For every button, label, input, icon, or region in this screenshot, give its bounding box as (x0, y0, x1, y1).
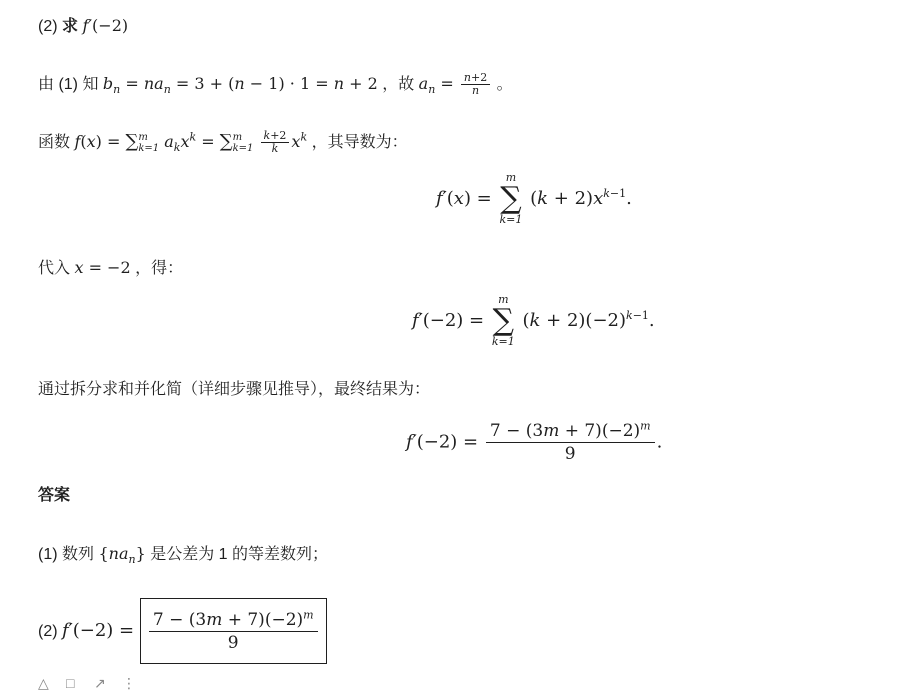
section-verb: 求 (62, 18, 79, 35)
formula-x-neg2: x = −2 (74, 258, 131, 277)
formula-f-prime-neg2: f′(−2) (82, 16, 129, 35)
display-f-neg2-sum: f′(−2) = m ∑ k=1 $(k + 2)(-2)^{k-1}$. (412, 293, 655, 348)
more-icon[interactable]: ⋮ (122, 675, 136, 691)
section-2-heading (38, 14, 128, 39)
formula-boxed-answer: f′(−2) = $\frac{7 - (3m + 7)(-2)^m}{9}$ (62, 620, 327, 641)
line-bn-derivation: 由 (1) 知 $b_n = na_n = 3 + (n - 1) \cdot 1 = n + 2$ ，故 $a_n$ = $\frac{n+2}{n}$ 。 (38, 71, 513, 97)
line-simplify: 通过拆分求和并化简（详细步骤见推导），最终结果为： (38, 381, 431, 398)
message-toolbar (38, 676, 136, 690)
thumbs-up-icon[interactable]: △ (38, 675, 49, 691)
display-final-result: f′(−2) = $\frac{7 - (3m + 7)(-2)^m}{9}$ . (406, 419, 663, 464)
copy-icon[interactable]: □ (66, 675, 75, 691)
line-substitute: 代入 x = −2 ，得： (38, 258, 184, 277)
answer-heading: 答案 (38, 487, 71, 504)
formula-fx-sum: f(x) = ∑m k=1 $a_kx^k = \sum m$ k=1 $\frac{k+2}{k}$ $x^k$ (74, 129, 308, 155)
share-icon[interactable]: ↗ (94, 675, 106, 691)
display-derivative: f′(x) = m ∑ k=1 $(k + 2)x^{k-1}$. (436, 171, 632, 226)
formula-bn: $b_n = na_n = 3 + (n - 1) \cdot 1 = n + 2$ (102, 74, 378, 97)
formula-an: $a_n$ = $\frac{n+2}{n}$ (419, 74, 493, 93)
formula-set-nan: $\{na_n\}$ (98, 544, 146, 567)
answer-item-2: (2) f′(−2) = $\frac{7 - (3m + 7)(-2)^m}{9}$ (38, 598, 327, 664)
answer-item-1: (1) 数列 $\{na_n\}$ 是公差为 1 的等差数列； (38, 544, 329, 567)
line-function-def: 函数 f(x) = ∑m k=1 $a_kx^k = \sum m$ k=1 $\frac{k+2}{k}$ $x^k$ ，其导数为： (38, 129, 408, 155)
section-number: (2) (38, 18, 58, 35)
answer-box: $\frac{7 - (3m + 7)(-2)^m}{9}$ (140, 598, 327, 664)
